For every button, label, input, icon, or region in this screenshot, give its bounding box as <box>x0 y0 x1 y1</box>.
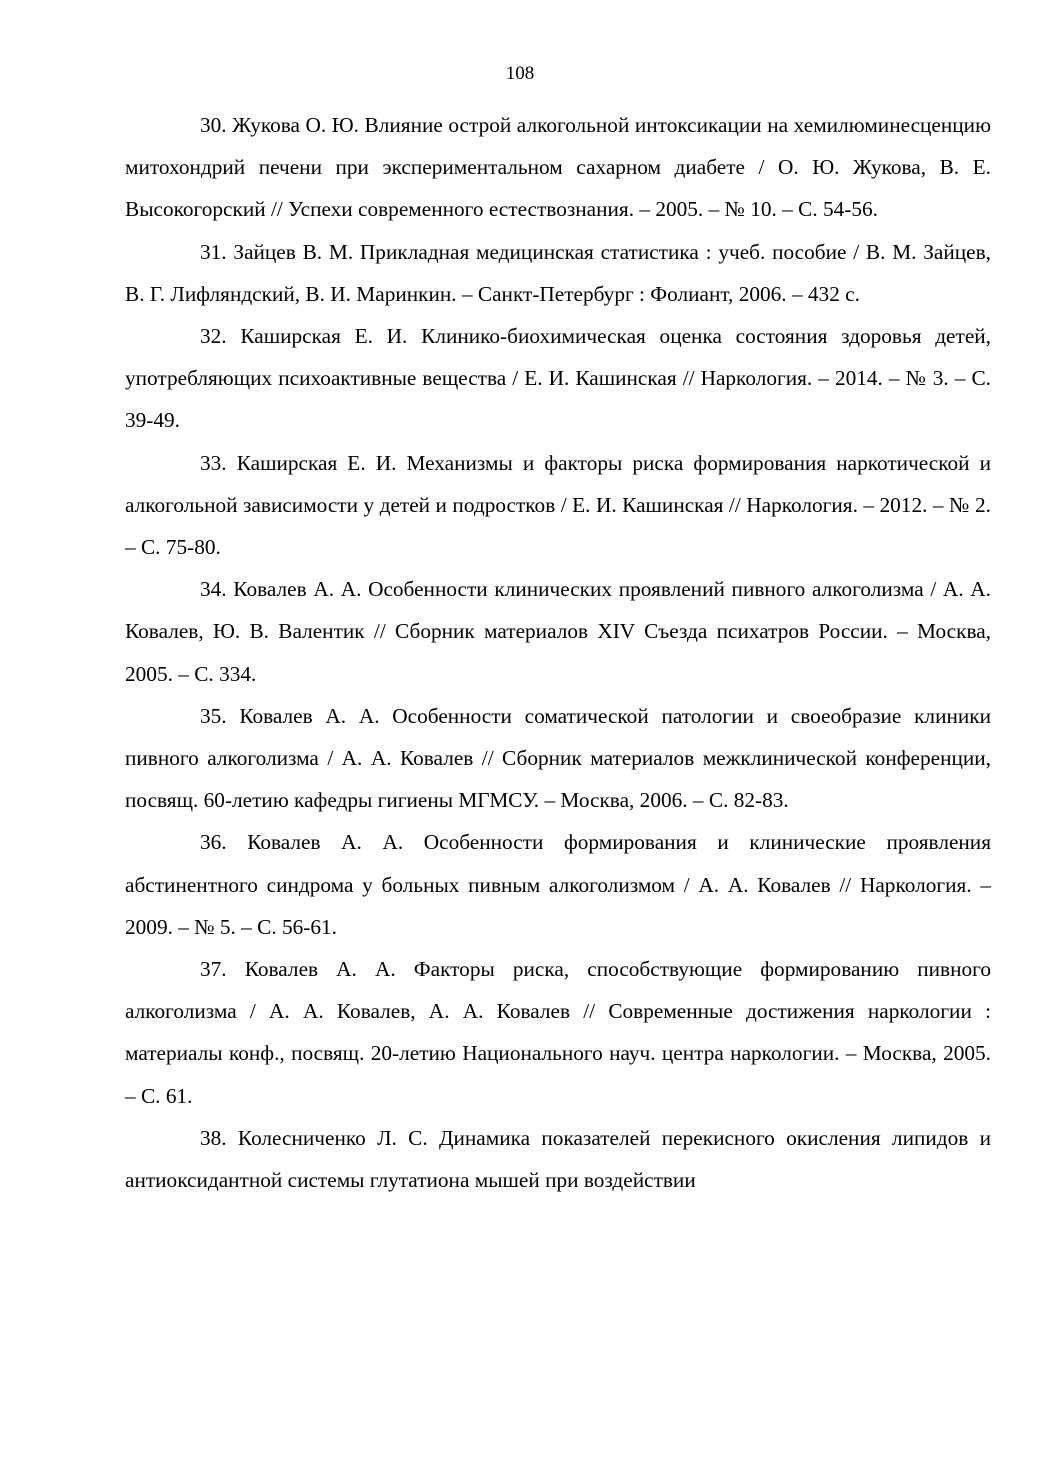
reference-item-35: 35. Ковалев А. А. Особенности соматической патологии и своеобразие клиники пивного алкоголизма / А. А. Ковалев // Сборник материалов межклинической конференции, посвящ. 60-летию кафедры гигиены МГМСУ. – Москва, 2006. – С. 82-83. <box>125 703 991 813</box>
page-number: 108 <box>505 63 535 84</box>
reference-item-32: 32. Каширская Е. И. Клинико-биохимическая оценка состояния здоровья детей, употребляющих психоактивные вещества / Е. И. Кашинская // Наркология. – 2014. – № 3. – С. 39-49. <box>125 324 991 433</box>
reference-item-33: 33. Каширская Е. И. Механизмы и факторы риска формирования наркотической и алкогольной зависимости у детей и подростков / Е. И. Кашинская // Наркология. – 2012. – № 2. – С. 75-80. <box>125 450 991 560</box>
reference-item-30: 30. Жукова О. Ю. Влияние острой алкогольной интоксикации на хемилюминесценцию митохондрий печени при экспериментальном сахарном диабете / О. Ю. Жукова, В. Е. Высокогорский // Успехи современного естествознания. – 2005. – № 10. – С. 54-56. <box>125 113 991 222</box>
reference-item-34: 34. Ковалев А. А. Особенности клинических проявлений пивного алкоголизма / А. А. Ковалев, Ю. В. Валентик // Сборник материалов XIV Съезда психатров России. – Москва, 2005. – С. 334. <box>125 577 991 686</box>
reference-list <box>125 104 991 1201</box>
reference-item-31: 31. Зайцев В. М. Прикладная медицинская статистика : учеб. пособие / В. М. Зайцев, В. Г. Лифляндский, В. И. Маринкин. – Санкт-Петербург : Фолиант, 2006. – 432 с. <box>125 239 991 306</box>
reference-item-38: 38. Колесниченко Л. С. Динамика показателей перекисного окисления липидов и антиоксидантной системы глутатиона мышей при воздействии <box>125 1125 991 1193</box>
reference-item-37: 37. Ковалев А. А. Факторы риска, способствующие формированию пивного алкоголизма / А. А. Ковалев, А. А. Ковалев // Современные достижения наркологии : материалы конф., посвящ. 20-летию Национального науч. центра наркологии. – Москва, 2005. – С. 61. <box>125 957 991 1108</box>
reference-item-36: 36. Ковалев А. А. Особенности формирования и клинические проявления абстинентного синдрома у больных пивным алкоголизмом / А. А. Ковалев // Наркология. – 2009. – № 5. – С. 56-61. <box>125 830 991 939</box>
